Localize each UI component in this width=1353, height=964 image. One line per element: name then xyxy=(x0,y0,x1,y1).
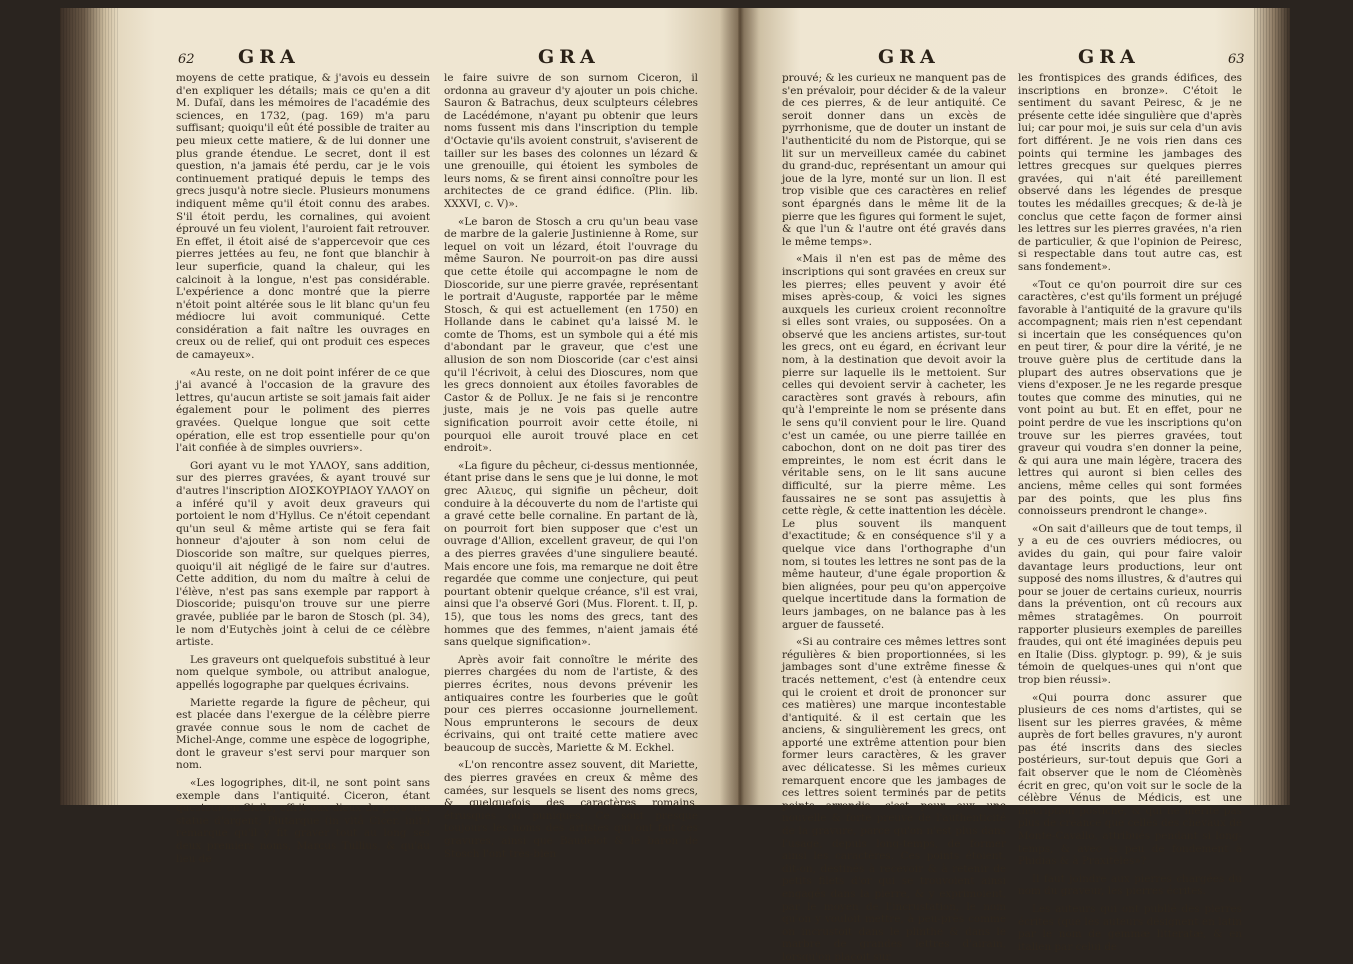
left-page-edges xyxy=(60,8,120,805)
right-running-head-2: GRA xyxy=(1078,46,1140,68)
left-running-head-1: GRA xyxy=(238,46,300,68)
paragraph: le faire suivre de son surnom Ciceron, il ordonna au graveur d'y ajouter un pois chiche. Sauron & Batrachus, deux sculpteurs célebres de Lacédémone, n'ayant pu obtenir que leurs noms fussent mis dans l'inscription du temple d'Octavie qu'ils avoient construit, s'aviserent de tailler sur les bases des colonnes un lézard & une grenouille, qui étoient les symboles de leurs noms, & se firent ainsi connoître pour les architectes de ce grand édifice. (Plin. lib. XXXVI, c. V)». xyxy=(444,72,698,210)
paragraph: Les auteurs qui ont publié des pierres écrites (que les auteurs désignent en latin par le nom de gemmæ litteratæ, & en italien par celui de xyxy=(1018,903,1242,953)
right-page-column-2 xyxy=(1018,72,1243,953)
paragraph: «L'on rencontre assez souvent, dit Mariette, des pierres gravées en creux & même des camées, sur lesquels se lisent des noms grecs, & quelquefois des caractères romains, étrusques ou puniques. Ce sont presque toujours les noms des artistes qui ont fait ces gravures, ainsi que Baudelot & le baron de Stosch l'ont très-bien xyxy=(444,759,698,860)
paragraph: «Le baron de Stosch a cru qu'un beau vase de marbre de la galerie Justinienne à Rome, sur lequel on voit un lézard, étoit l'ouvrage du même Sauron. Ne pourroit-on pas dire aussi que cette étoile qui accompagne le nom de Dioscoride, sur une pierre gravée, représentant le portrait d'Auguste, rapportée par le même Stosch, & qui est actuellement (en 1750) en Hollande dans le cabinet qu'a laissé M. le comte de Thoms, est un symbole qui a été mis d'abondant par le graveur, que c'est une allusion de son nom Dioscoride (car c'est ainsi qu'il l'écrivoit, à celui des Dioscures, nom que les grecs donnoient aux étoiles favorables de Castor & de Pollux. Je ne fais si je rencontre juste, mais je ne vois pas quelle autre signification pourroit avoir cette étoile, ni pourquoi elle auroit trouvé place en cet endroit». xyxy=(444,215,698,455)
paragraph: Après avoir fait connoître le mérite des pierres chargées du nom de l'artiste, & des pierres écrites, nous devons prévenir les antiquaires contre les fourberies que le goût pour ces pierres occasionne journellement. Nous emprunterons le secours de deux écrivains, qui ont traité cette matiere avec beaucoup de succès, Mariette & M. Eckhel. xyxy=(444,653,698,754)
paragraph: Mariette regarde la figure de pêcheur, qui est placée dans l'exergue de la célèbre pierre gravée connue sous le nom de cachet de Michel-Ange, comme une espèce de logogriphe, dont le graveur s'est servi pour marquer son nom. xyxy=(176,696,430,772)
right-page-column-1 xyxy=(782,72,1006,963)
paragraph: prouvé; & les curieux ne manquent pas de s'en prévaloir, pour décider & de la valeur de ces pierres, & de leur antiquité. Ce seroit donner dans un excès de pyrrhonisme, que de douter un instant de l'authenticité du nom de Pistorque, qui se lit sur un merveilleux camée du cabinet du grand-duc, représentant un amour qui joue de la lyre, monté sur un lion. Il est trop visible que ces caractères en relief sont épargnés dans le même lit de la pierre que les figures qui forment le sujet, & que l'un & l'autre ont été gravés dans le même temps». xyxy=(782,72,1006,248)
paragraph: les frontispices des grands édifices, des inscriptions en bronze». C'étoit le sentiment du savant Peiresc, & je ne présente cette idée singulière que d'après lui; car pour moi, je suis sur cela d'un avis fort différent. Je ne vois rien dans ces points qui termine les jambages des lettres grecques sur quelques pierres gravées, qui n'ait été pareillement observé dans les légendes de presque toutes les médailles grecques; & de-là je conclus que cette façon de former ainsi les lettres sur les pierres gravées, n'a rien de particulier, & que l'opinion de Peiresc, si respectable dans tout autre cas, est sans fondement». xyxy=(1018,72,1242,273)
left-page xyxy=(118,8,738,865)
left-running-head-2: GRA xyxy=(538,46,600,68)
paragraph: moyens de cette pratique, & j'avois eu dessein d'en expliquer les détails; mais ce qu'en a dit M. Dufaï, dans les mémoires de l'académie des sciences, en 1732, (pag. 169) m'a paru suffisant; quoiqu'il eût été possible de traiter au peu mieux cette matiere, & de lui donner une plus grande étendue. Le secret, dont il est question, n'a jamais été perdu, car je le vois continuement pratiqué depuis le temps des grecs jusqu'à notre siecle. Plusieurs monumens indiquent même qu'il étoit connu des arabes. S'il étoit perdu, les cornalines, qui avoient éprouvé un feu violent, l'auroient fait retrouver. En effet, il étoit aisé de s'appercevoir que ces pierres jettées au feu, ne font que blanchir à leur superficie, quand la chaleur, qui les calcinoit à la longue, n'est pas considérable. L'expérience a donc montré que la pierre n'étoit point altérée sous le lit blanc qu'un feu médiocre lui avoit communiqué. Cette considération a fait naître les ouvrages en creux ou de relief, qui ont produit ces especes de camayeux». xyxy=(176,72,430,362)
left-page-column-2 xyxy=(444,72,698,860)
book-spread xyxy=(60,8,1290,963)
paragraph: «Qui pourra donc assurer que plusieurs de ces noms d'artistes, qui se lisent sur les pierres gravées, & même auprès de fort belles gravures, n'y auront pas été inscrits dans des siecles postérieurs, sur-tout depuis que Gori a fait observer que le nom de Cléomènès écrit en grec, qu'on voit sur le socle de la célèbre Vénus de Médicis, est une inscription postiche, & qui ne mérite pas plus de créance que celles des chevaux de Monte-Cavallo, attribués pendant si long-temps, & avec si peu de fondement à Phidias & à Praxitèles»? xyxy=(1018,691,1242,868)
paragraph: «Tout ce qu'on pourroit dire sur ces caractères, c'est qu'ils forment un préjugé favorable à l'antiquité de la gravure qu'ils accompagnent; mais rien n'est cependant si incertain que les conséquences qu'on en peut tirer, & pour dire la vérité, je ne trouve guère plus de certitude dans la plupart des autres observations que je viens d'exposer. Je ne les regarde presque toutes que comme des minuties, qui ne vont point au but. Et en effet, pour ne point perdre de vue les inscriptions qu'on trouve sur les pierres gravées, tout graveur qui voudra s'en donner la peine, & qui aura une main légère, tracera des lettres qui auront si bien celles des anciens, même celles qui sont formées par des points, que les plus fins connoisseurs prendront le change». xyxy=(1018,278,1242,518)
paragraph: «Au reste, on ne doit point inférer de ce que j'ai avancé à l'occasion de la gravure des lettres, qu'aucun artiste se soit jamais fait aider également pour le poliment des pierres gravées. Quelque longue que soit cette opération, elle est trop essentielle pour qu'on l'ait confiée à de simples ouvriers». xyxy=(176,366,430,455)
left-page-column-1 xyxy=(176,72,430,865)
paragraph: Les graveurs ont quelquefois substitué à leur nom quelque symbole, ou attribut analogue, appellés logographe par quelques écrivains. xyxy=(176,653,430,691)
right-page-edges xyxy=(1254,8,1290,805)
paragraph: «Mais il n'en est pas de même des inscriptions qui sont gravées en creux sur les pierres; elles peuvent y avoir été mises après-coup, & voici les signes auxquels les curieux croient reconnoître si elles sont vraies, ou supposées. On a observé que les anciens artistes, sur-tout les grecs, ont eu égard, en écrivant leur nom, à la destination que devoit avoir la pierre sur laquelle ils le mettoient. Sur celles qui devoient servir à cacheter, les caractères sont gravés à rebours, afin qu'à l'empreinte le nom se présente dans le sens qu'il convient pour le lire. Quand c'est un camée, ou une pierre taillée en cabochon, dont on ne doit pas tirer des empreintes, le nom est écrit dans le véritable sens, on le lit sans aucune difficulté, sur la pierre même. Les faussaires ne se sont pas assujettis à cette règle, & cette inattention les décèle. Le plus souvent ils manquent d'exactitude; & en conséquence s'il y a quelque vice dans l'orthographe d'un nom, si toutes les lettres ne sont pas de la même hauteur, d'une égale proportion & bien alignées, pour peu qu'on apperçoive quelque incertitude dans la formation de leurs jambages, on ne balance pas à les arguer de fausseté. xyxy=(782,253,1006,631)
paragraph: Gori ayant vu le mot ΥΛΛΟΥ, sans addition, sur des pierres gravées, & ayant trouvé sur d'autres l'inscription ΔΙΟΣΚΟΥΡΙΔΟΥ ΥΛΛΟΥ on a inféré qu'il y avoit deux graveurs qui portoient le nom d'Hyllus. Ce n'étoit cependant qu'un seul & même artiste qui se fera fait honneur d'ajouter à son nom celui de Dioscoride son maître, sur quelques pierres, quoiqu'il ait négligé de le faire sur d'autres. Cette addition, du nom du maître à celui de l'élève, n'est pas sans exemple par rapport à Dioscoride; puisqu'on trouve sur une pierre gravée, publiée par le baron de Stosch (pl. 34), le nom d'Eutychès joint à celui de ce célèbre artiste. xyxy=(176,459,430,649)
right-page-number: 63 xyxy=(1228,52,1245,67)
paragraph: «Les logogriphes, dit-il, ne sont point sans exemple dans l'antiquité. Ciceron, étant questeur en Sicile, offrit aux dieux du pays une statue d'argent; Plutarque (in vitâ Cicer. init.) remarque qu'il y fit graver tout au long ses deux premiers noms, Marcus Tullius, & qu'au lieu de xyxy=(176,777,430,865)
right-running-head-1: GRA xyxy=(878,46,940,68)
paragraph: «La figure du pêcheur, ci-dessus mentionnée, étant prise dans le sens que je lui donne, le mot grec Αλιευς, qui signifie un pêcheur, doit conduire à la découverte du nom de l'artiste qui a gravé cette belle cornaline. En partant de là, on pourroit fort bien supposer que c'est un ouvrage d'Allion, excellent graveur, de qui l'on a des pierres gravées d'une singuliere beauté. Mais encore une fois, ma remarque ne doit être regardée que comme une conjecture, qui peut pourtant obtenir quelque créance, s'il est vrai, ainsi que l'a observé Gori (Mus. Florent. t. II, p. 15), que tous les noms des grecs, tant des hommes que des femmes, n'aient jamais été sans quelque signification». xyxy=(444,459,698,649)
paragraph: Il faut joindre aux pierres chargées du nom du graveur, les pierres écrites. xyxy=(1018,872,1242,898)
paragraph: «Si au contraire ces mêmes lettres sont régulières & bien proportionnées, si les jambages sont d'une extrême finesse & tracés nettement, c'est (à entendre ceux qui le croient et droit de prononcer sur ces matières) une marque incontestable d'antiquité. & il est certain que les anciens, & singulièrement les grecs, ont apporté une extrême attention pour bien former leurs caractères, & les graver avec délicatesse. Si les mêmes curieux remarquent encore que les jambages de ces lettres soient terminés par de petits points arrondis, c'est pour eux une nouvelle & forte preuve de l'authenticité de la gravure, parce qu'on n'est plus dans l'usage, depuis long-temps, de former ainsi les caractères. Ces points étoient, dit-on, destinés à recevoir & à retenir de petits filets d'or qui se trouvoient ainsi engagés dans la pierre, & y exprimoient, par le moyen de l'incrustation, le nom qu'on y vouloit mettre, à peu-près comme on incrustoit dans le plinthe & dans le marbre de grandes lettres d'airain, lorsqu'on plaçoit sur xyxy=(782,636,1006,963)
right-page xyxy=(738,8,1256,963)
paragraph: «On sait d'ailleurs que de tout temps, il y a eu de ces ouvriers médiocres, ou avides du gain, qui pour faire valoir davantage leurs productions, leur ont supposé des noms illustres, & d'autres qui pour se jouer de certains curieux, nourris dans la prévention, ont cû recours aux mêmes stratagêmes. On pourroit rapporter plusieurs exemples de pareilles fraudes, qui ont été imaginées depuis peu en Italie (Diss. glyptogr. p. 99), & je suis témoin de quelques-unes qui n'ont que trop bien réussi». xyxy=(1018,522,1243,686)
left-page-number: 62 xyxy=(178,52,195,67)
